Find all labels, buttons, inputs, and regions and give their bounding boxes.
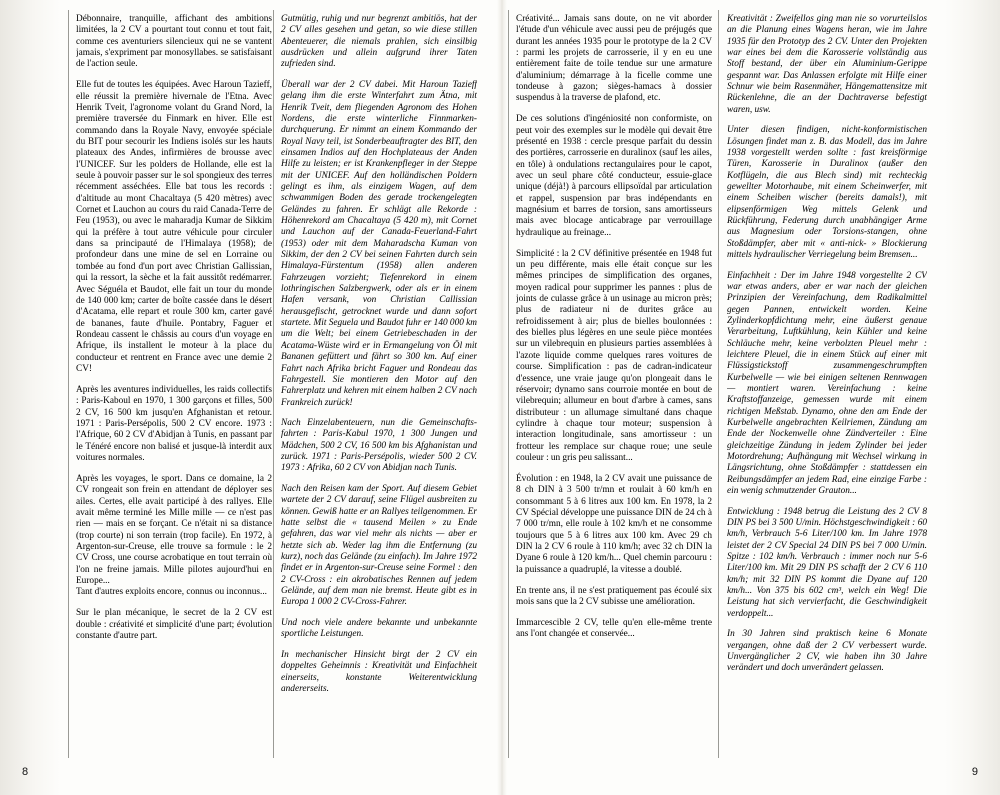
paragraph: Überall war der 2 CV dabei. Mit Haroun Tazieff gelang ihm die erste Winterfahrt zum Ätna, mit Henrik Tveit, dem fliegenden Agronom des Hohen Nordens, die erste winterliche Finnmarken-durchquerung. Er nimmt an einem Kommando der Royal Navy teil, ist Sonderbeauftragter des BIT, den einsamen Indios auf den Hochplateaus der Anden Hilfe zu leisten; er ist Krankenpfleger in der Steppe mit der UNICEF. Auf den holländischen Poldern gelingt es ihm, als einzigem Wagen, auf dem schwammigen Boden des gerade trockengelegten Geländes zu fahren. Er schlägt alle Rekorde : Höhenrekord am Chacaltaya (5 420 m), mit Cornet und Lauchon auf der Canada-Feuerland-Fahrt (1953) oder mit dem Maharadscha Kuman von Sikkim, der den 2 CV bei seinen Fahrten durch sein Himalaya-Fürstentum (1958) allen anderen Fahrzeugen vorzieht; Tiefenrekord in einem lothringischen Salzbergwerk, oder als er in einem Hafen versank, von Christian Callissian herausgefischt, getrocknet wurde und dann sofort startete. Mit Seguela und Baudot fuhr er 140 000 km um die Welt; bei einem Getriebeschaden in der Acatama-Wüste wird er in Ermangelung von Öl mit Bananen gefüttert und fährt so 300 km. Auf einer Fahrt nach Afrika bricht Faguer und Rondeau das Fahrgestell. Sie montieren den Motor auf den Fahrerplatz und kehren mit einem halben 2 CV nach Frankreich zurück! bbox=[281, 79, 477, 408]
paragraph: Simplicité : la 2 CV définitive présentée en 1948 fut un peu différente, mais elle était conçue sur les mêmes principes de simplification des organes, moyen radical pour supprimer les pannes : plus de joints de culasse grâce à un usinage au micron près; plus de radiateur ni de durites grâce au refroidissement à air; plus de bielles boulonnées : des bielles plus légères en une seule pièce montées sur un vilebrequin en plusieurs parties assemblées à l'azote liquide comme quelques rares voitures de course. Simplification : pas de cadran-indicateur d'essence, une vraie jauge qu'on plongeait dans le réservoir; dynamo sans courroie montée en bout de vilebrequin; allumeur en bout d'arbre à cames, sans distributeur : un allumage simultané dans chaque cylindre à chaque tour moteur; suspension à interaction longitudinale, sans amortisseur : un frotteur les remplace sur chaque roue; une seule couleur : un gris peu salissant... bbox=[516, 248, 712, 463]
paragraph: De ces solutions d'ingéniosité non conformiste, on peut voir des exemples sur le modèle qui devait être présenté en 1938 : cercle presque parfait du dessin des portières, carrosserie en duralinox (sauf les ailes, en tôle) à ondulations rectangulaires pour le capot, avec un seul phare côté conducteur, essuie-glace unique (déjà!) à parcours ellipsoïdal par articulation et rappel, suspension par bras indépendants en magnésium et barres de torsion, sans amortisseurs mais avec blocage anticabrage par verrouillage hydraulique au freinage... bbox=[516, 114, 712, 238]
column-rule-2 bbox=[273, 10, 274, 758]
column-german-right bbox=[727, 14, 927, 756]
column-german-left bbox=[281, 14, 477, 756]
paragraph: Après les voyages, le sport. Dans ce domaine, la 2 CV rongeait son frein en attendant de déployer ses ailes. Certes, elle avait participé à des rallyes. Elle avait même terminé les Mille mille — ce n'est pas rien — mais en se forçant. Ce n'était ni sa distance (trop courte) ni son terrain (trop facile). En 1972, à Argenton-sur-Creuse, elle trouve sa formule : le 2 CV Cross, une course acrobatique en tout terrain où l'on ne freine jamais. Mille pilotes aujourd'hui en Europe... bbox=[76, 473, 272, 586]
column-rule-3 bbox=[508, 10, 509, 758]
column-rule-1 bbox=[68, 10, 69, 758]
paragraph: Gutmütig, ruhig und nur begrenzt ambitiös, hat der 2 CV alles gesehen und getan, so wie diese stillen Abenteuerer, die niemals prahlen, sich einsilbig ausdrücken und allein aufgrund ihrer Taten zufrieden sind. bbox=[281, 14, 477, 70]
paragraph: Einfachheit : Der im Jahre 1948 vorgestellte 2 CV war etwas anders, aber er war nach der gleichen Prinzipien der Vereinfachung, dem Radikalmittel gegen Pannen, entwickelt worden. Keine Zylinderkopfdichtung mehr, eine äußerst genaue Verarbeitung, Luftkühlung, kein Kühler und keine Schläuche mehr, keine verbolzten Pleuel mehr : leichtere Pleuel, die in einem Stück auf einer mit Flüssigstickstoff zusammengeschrumpften Kurbelwelle — wie bei einigen seltenen Rennwagen — montiert waren. Vereinfachung : keine Kraftstoffanzeige, gemessen wurde mit einem richtigen Meßstab. Dynamo, ohne den am Ende der Kurbelwelle angebrachten Keilriemen, Zündung am Ende der Nockenwelle ohne Zündverteiler : Eine gleichzeitige Zündung in jedem Zylinder bei jeder Motordrehung; Aufhängung mit Wechsel wirkung in Längsrichtung, ohne Stoßdämpfer : stattdessen ein Reibungsdämpfer an jedem Rad, eine einzige Farbe : ein wenig schmutzender Grauton... bbox=[727, 270, 927, 497]
paragraph: Unter diesen findigen, nicht-konformistischen Lösungen findet man z. B. das Modell, das im Jahre 1938 vorgestellt werden sollte : fast kreisförmige Türen, Karosserie in Duralinox (außer den Kotflügeln, die aus Blech sind) mit rechteckig gewellter Motorhaube, mit einem Scheinwerfer, mit einem Scheiben wischer (bereits damals!), mit elipsenförmigen Weg mittels Gelenk und Rückführung, Federung durch unabhängiger Arme aus Magnesium oder Torsions-stangen, ohne Stoßdämpfer, aber mit « anti-nick- » Blockierung mittels hydraulischer Verriegelung beim Bremsen... bbox=[727, 125, 927, 261]
paragraph: Entwicklung : 1948 betrug die Leistung des 2 CV 8 DIN PS bei 3 500 U/min. Höchstgeschwindigkeit : 60 km/h, Verbrauch 5-6 Liter/100 km. Im Jahre 1978 leistet der 2 CV Special 24 DIN PS bei 7 000 U/min. Spitze : 102 km/h. Verbrauch : immer noch nur 5-6 Liter/100 km. Mit 29 DIN PS schafft der 2 CV 6 110 km/h; mit 32 DIN PS kommt die Dyane auf 120 km/h... Von 375 bis 602 cm³, welch ein Weg! Die Leistung hat sich vervierfacht, die Geschwindigkeit verdoppelt... bbox=[727, 506, 927, 619]
paragraph: Après les aventures individuelles, les raids collectifs : Paris-Kaboul en 1970, 1 300 garçons et filles, 500 2 CV, 16 500 km jusqu'en Afghanistan et retour. 1971 : Paris-Persépolis, 500 2 CV encore. 1973 : l'Afrique, 60 2 CV d'Abidjan à Tunis, en passant par le Ténéré encore non balisé et jusque-là interdit aux voitures normales. bbox=[76, 384, 272, 463]
paragraph: Kreativität : Zweifellos ging man nie so vorurteilslos an die Planung eines Wagens heran, wie im Jahre 1935 für den Prototyp des 2 CV. Unter den Projekten war eines bei dem die Karosserie vollständig aus Stoff bestand, der über ein Aluminium-Gerippe gespannt war. Das Anlassen erfolgte mit Hilfe einer Schnur wie beim Rasenmäher, Hängemattensitze mit Rückenlehne, die an der Dachtraverse befestigt waren, usw. bbox=[727, 14, 927, 115]
column-rule-4 bbox=[718, 10, 719, 758]
paragraph: In 30 Jahren sind praktisch keine 6 Monate vergangen, ohne daß der 2 CV verbessert wurde. Unvergänglicher 2 CV, wie haben ihn 30 Jahre verändert und doch unverändert gelassen. bbox=[727, 629, 927, 674]
folio-page-number-right: 9 bbox=[971, 766, 978, 778]
paragraph: Und noch viele andere bekannte und unbekannte sportliche Leistungen. bbox=[281, 617, 477, 640]
paragraph: In mechanischer Hinsicht birgt der 2 CV ein doppeltes Geheimnis : Kreativität und Einfachheit einerseits, konstante Weiterentwicklung andererseits. bbox=[281, 649, 477, 694]
paragraph: Sur le plan mécanique, le secret de la 2 CV est double : créativité et simplicité d'une part; évolution constante d'autre part. bbox=[76, 608, 272, 641]
paragraph: Débonnaire, tranquille, affichant des ambitions limitées, la 2 CV a pourtant tout connu et tout fait, comme ces aventuriers silencieux qui ne se vantent jamais, s'expriment par monosyllabes. se satisfaisant de l'action seule. bbox=[76, 14, 272, 70]
paragraph: Créativité... Jamais sans doute, on ne vit aborder l'étude d'un véhicule avec aussi peu de préjugés que durant les années 1935 pour le prototype de la 2 CV : parmi les projets de carrosserie, il y en eu une entièrement faite de toile tendue sur une armature d'aluminium; démarrage à la ficelle comme une tondeuse à gazon; sièges-hamacs à dossier suspendus à la traverse de plafond, etc. bbox=[516, 14, 712, 104]
paragraph: En trente ans, il ne s'est pratiquement pas écoulé six mois sans que la 2 CV subisse une amélioration. bbox=[516, 585, 712, 607]
paragraph: Tant d'autres exploits encore, connus ou inconnus... bbox=[76, 587, 267, 598]
folio-page-number-left: 8 bbox=[22, 766, 29, 778]
column-french-left bbox=[76, 14, 272, 756]
paragraph: Nach den Reisen kam der Sport. Auf diesem Gebiet wartete der 2 CV darauf, seine Flügel ausbreiten zu können. Gewiß hatte er an Rallyes teilgenommen. Er hatte selbst die « tausend Meilen » zu Ende gefahren, das war viel mehr als nichts — aber er hetzte sich ab. Weder lag ihm die Entfernung (zu kurz), noch das Gelände (zu einfach). Im Jahre 1972 findet er in Argenton-sur-Creuse seine Formel : den 2 CV-Cross : ein akrobatisches Rennen auf jedem Gelände, auf dem man nie bremst. Heute gibt es in Europa 1 000 2 CV-Cross-Fahrer. bbox=[281, 483, 477, 608]
paragraph: Elle fut de toutes les équipées. Avec Haroun Tazieff, elle réussit la première hivernale de l'Etna. Avec Henrik Tveit, l'agronome volant du Grand Nord, la première traversée du Finmark en hiver. Elle est commando dans la Royale Navy, envoyée spéciale du BIT pour secourir les Indiens isolés sur les hauts plateaux des Andes, infirmières de brousse avec l'UNICEF. Sur les polders de Hollande, elle est la seule à pouvoir passer sur le sol spongieux des terres récemment asséchées. Elle bat tous les records : d'altitude au mont Chacaltaya (5 420 mètres) avec Cornet et Lauchon au cours du raid Canada-Terre de Feu (1953), ou avec le maharadja Kumar de Sikkim qui la préfère à tout autre véhicule pour circuler dans sa principauté de l'Himalaya (1958); de profondeur dans une mine de sel en Lorraine ou tombée au fond d'un port avec Christian Gallissian, qui la ressort, la sèche et la fait aussitôt redémarrer. Avec Séguéla et Baudot, elle fait un tour du monde de 140 000 km; carter de boîte cassée dans le désert d'Acatama, elle repart et roule 300 km, carter gavé de bananes, faute d'huile. Pontabry, Faguer et Rondeau cassent le châssis au cours d'un voyage en Afrique, ils installent le moteur à la place du conducteur et rentrent en France avec une demie 2 CV! bbox=[76, 80, 272, 374]
paragraph: Nach Einzelabenteuern, nun die Gemeinschafts-fahrten : Paris-Kabul 1970, 1 300 Jungen und Mädchen, 500 2 CV, 16 500 km bis Afghanistan und zurück. 1971 : Paris-Persépolis, wieder 500 2 CV. 1973 : Afrika, 60 2 CV von Abidjan nach Tunis. bbox=[281, 418, 477, 474]
paragraph: Immarcescible 2 CV, telle qu'en elle-même trente ans l'ont changée et conservée... bbox=[516, 617, 712, 640]
paragraph: Évolution : en 1948, la 2 CV avait une puissance de 8 ch DIN à 3 500 tr/mn et roulait à 60 km/h en consommant 5 à 6 litres aux 100 km. En 1978, la 2 CV Spécial développe une puissance DIN de 24 ch à 7 000 tr/mn, elle roule à 102 km/h et ne consomme toujours que 5 à 6 litres aux 100 km. Avec 29 ch DIN la 2 CV 6 roule à 110 km/h; avec 32 ch DIN la Dyane 6 roule à 120 km/h... Quel chemin parcouru : la puissance a quadruplé, la vitesse a doublé. bbox=[516, 473, 712, 575]
column-french-right bbox=[516, 14, 712, 756]
